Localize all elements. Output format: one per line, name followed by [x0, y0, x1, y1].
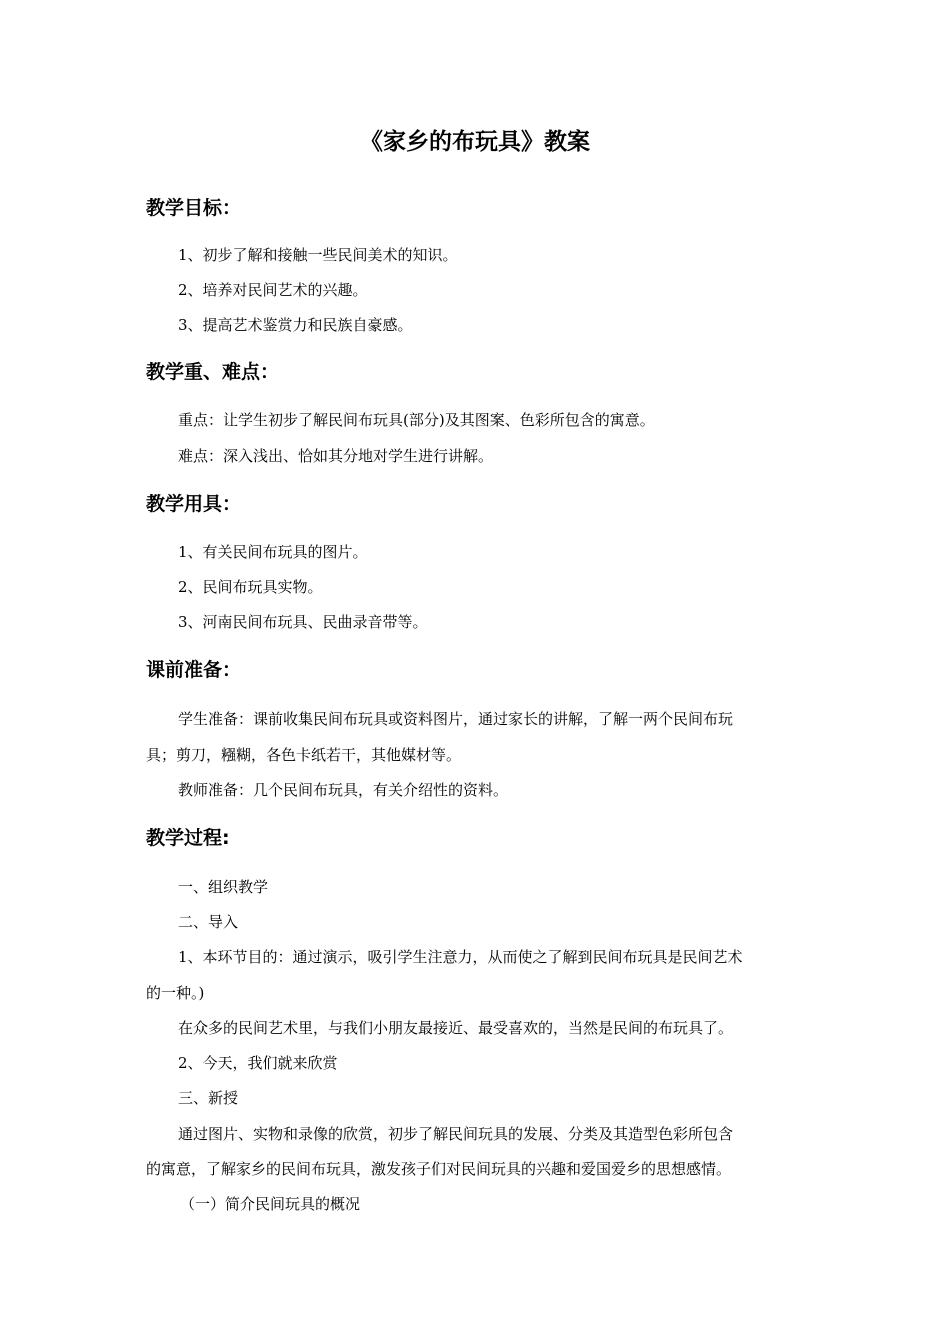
- heading-objectives: 教学目标：: [146, 197, 242, 219]
- heading-tools: 教学用具：: [146, 493, 242, 515]
- intro-item-2: 2、今天，我们就来欣赏: [178, 1054, 338, 1072]
- heading-process: 教学过程:: [146, 827, 230, 849]
- heading-key-points: 教学重、难点：: [146, 361, 280, 383]
- objective-item-3: 3、提高艺术鉴赏力和民族自豪感。: [178, 316, 413, 334]
- tool-item-1: 1、有关民间布玩具的图片。: [178, 543, 368, 561]
- new-lesson-line-2: 的寓意，了解家乡的民间布玩具，激发孩子们对民间玩具的兴趣和爱国爱乡的思想感情。: [146, 1160, 732, 1178]
- objective-item-2: 2、培养对民间艺术的兴趣。: [178, 281, 368, 299]
- process-step-2: 二、导入: [178, 913, 239, 931]
- process-step-1: 一、组织教学: [178, 878, 269, 896]
- objective-item-1: 1、初步了解和接触一些民间美术的知识。: [178, 246, 458, 264]
- key-point-item: 重点：让学生初步了解民间布玩具(部分)及其图案、色彩所包含的寓意。: [178, 411, 655, 429]
- student-prep-line-1: 学生准备：课前收集民间布玩具或资料图片，通过家长的讲解，了解一两个民间布玩: [178, 710, 734, 728]
- new-lesson-line-1: 通过图片、实物和录像的欣赏，初步了解民间玩具的发展、分类及其造型色彩所包含: [178, 1125, 734, 1143]
- tool-item-2: 2、民间布玩具实物。: [178, 578, 323, 596]
- teacher-prep-line: 教师准备：几个民间布玩具，有关介绍性的资料。: [178, 781, 509, 799]
- subsection-1: （一）简介民间玩具的概况: [180, 1195, 361, 1213]
- difficulty-item: 难点：深入浅出、恰如其分地对学生进行讲解。: [178, 447, 494, 465]
- intro-purpose-line-1: 1、本环节目的：通过演示，吸引学生注意力，从而使之了解到民间布玩具是民间艺术: [178, 948, 743, 966]
- intro-paragraph: 在众多的民间艺术里，与我们小朋友最接近、最受喜欢的，当然是民间的布玩具了。: [178, 1019, 734, 1037]
- document-title: 《家乡的布玩具》教案: [360, 129, 590, 155]
- intro-purpose-line-2: 的一种。): [146, 984, 205, 1002]
- tool-item-3: 3、河南民间布玩具、民曲录音带等。: [178, 613, 428, 631]
- student-prep-line-2: 具；剪刀，糨糊，各色卡纸若干，其他媒材等。: [146, 746, 462, 764]
- heading-preparation: 课前准备：: [146, 659, 242, 681]
- process-step-3: 三、新授: [178, 1089, 239, 1107]
